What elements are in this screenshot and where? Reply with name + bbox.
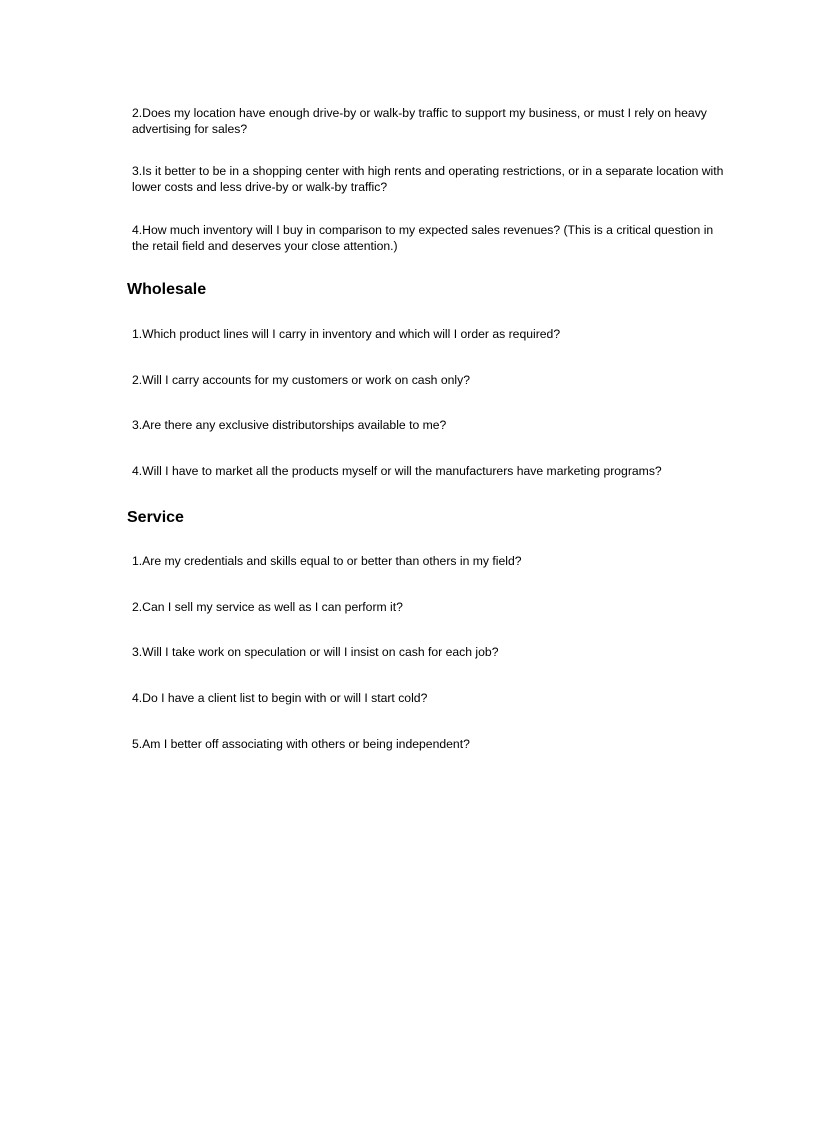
retail-question-2: 2.Does my location have enough drive-by or walk-by traffic to support my business, or must I rely on heavy advertising for sales? — [132, 106, 707, 136]
service-question-3: 3.Will I take work on speculation or will I insist on cash for each job? — [132, 645, 499, 659]
wholesale-question-2: 2.Will I carry accounts for my customers or work on cash only? — [132, 373, 470, 387]
wholesale-heading: Wholesale — [127, 281, 207, 298]
service-question-5: 5.Am I better off associating with others or being independent? — [132, 737, 470, 751]
service-heading: Service — [127, 509, 184, 526]
service-question-2: 2.Can I sell my service as well as I can perform it? — [132, 600, 403, 614]
retail-question-4: 4.How much inventory will I buy in comparison to my expected sales revenues? (This is a critical question in the retail field and deserves your close attention.) — [132, 223, 714, 253]
wholesale-question-1: 1.Which product lines will I carry in inventory and which will I order as required? — [132, 327, 561, 341]
service-question-1: 1.Are my credentials and skills equal to or better than others in my field? — [132, 554, 522, 568]
wholesale-question-4: 4.Will I have to market all the products myself or will the manufacturers have marketing programs? — [132, 464, 662, 478]
wholesale-question-3: 3.Are there any exclusive distributorships available to me? — [132, 418, 447, 432]
retail-question-3: 3.Is it better to be in a shopping center with high rents and operating restrictions, or in a separate location with lower costs and less drive-by or walk-by traffic? — [132, 164, 724, 194]
service-question-4: 4.Do I have a client list to begin with or will I start cold? — [132, 691, 428, 705]
